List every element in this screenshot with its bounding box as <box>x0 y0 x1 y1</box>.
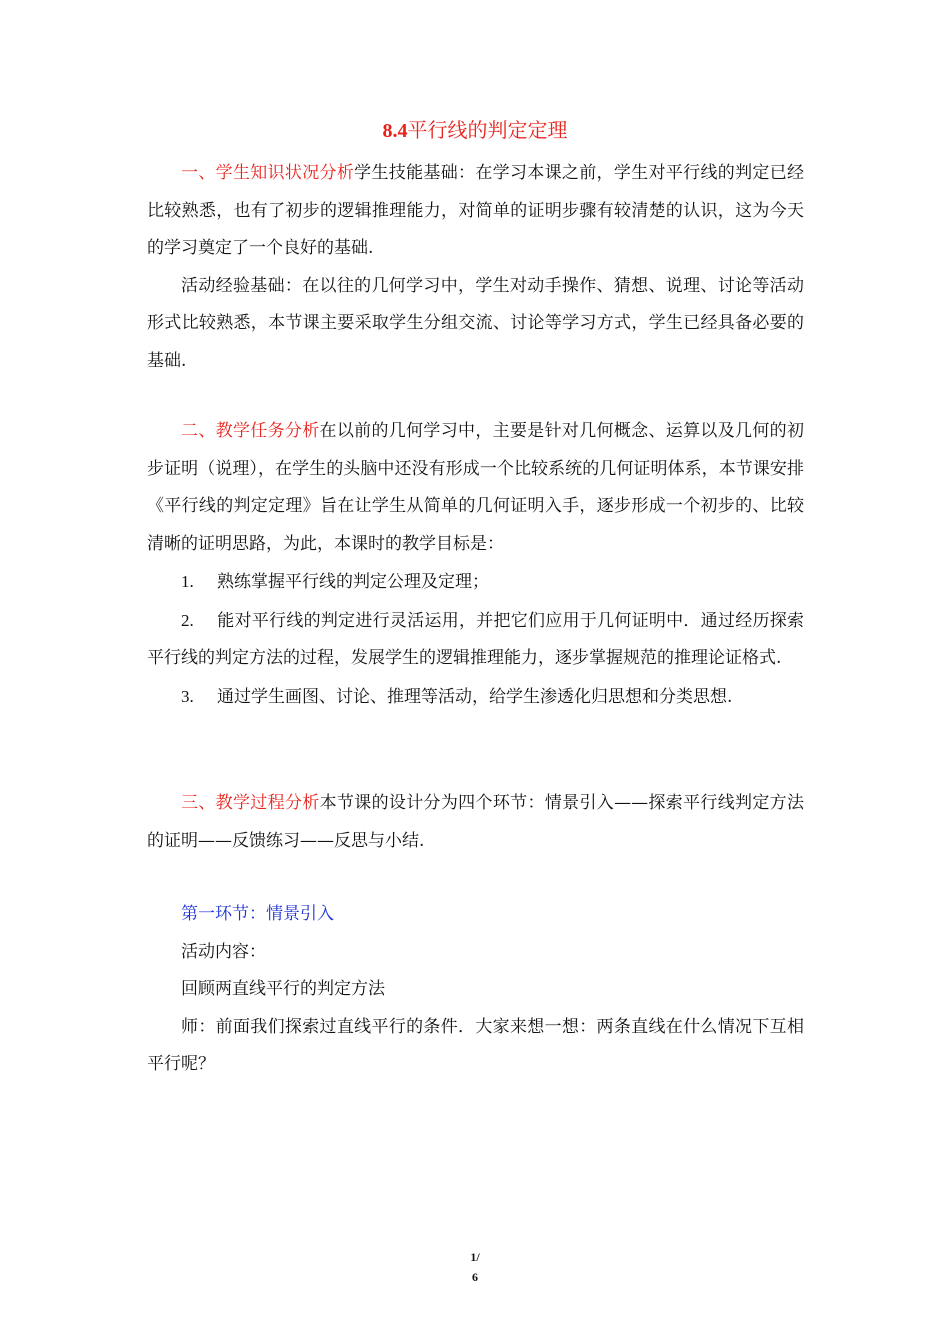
goal-item <box>147 602 804 678</box>
section2-paragraph-1 <box>147 413 804 563</box>
title-text: 平行线的判定定理 <box>407 118 568 142</box>
goal-number: 1. <box>181 572 194 591</box>
stage1-teacher-question: 师：前面我们探索过直线平行的条件．大家来想一想：两条直线在什么情况下互相平行呢？ <box>147 1016 804 1074</box>
section1-paragraph-2 <box>147 268 804 381</box>
goal-number: 2. <box>181 610 194 630</box>
stage1-heading-line <box>147 896 804 934</box>
page-number-current: 1/ <box>470 1250 480 1264</box>
stage1-activity-label: 活动内容： <box>181 941 266 962</box>
goal-text: 通过学生画图、讨论、推理等活动，给学生渗透化归思想和分类思想. <box>217 686 733 707</box>
page-number <box>0 1247 950 1287</box>
page-title <box>0 115 950 146</box>
goal-item <box>147 563 804 602</box>
goal-text: 熟练掌握平行线的判定公理及定理； <box>217 572 489 592</box>
goal-text: 能对平行线的判定进行灵活运用，并把它们应用于几何证明中．通过经历探索平行线的判定方法的过程，发展学生的逻辑推理能力，逐步掌握规范的推理论证格式. <box>147 610 804 668</box>
page-number-total: 6 <box>472 1270 478 1284</box>
stage1-review: 回顾两直线平行的判定方法 <box>181 979 385 999</box>
section2-text-1: 在以前的几何学习中，主要是针对几何概念、运算以及几何的初步证明（说理），在学生的头脑中还没有形成一个比较系统的几何证明体系，本节课安排《平行线的判定定理》旨在让学生从简单的几何证明入手，逐步形成一个初步的、比较清晰的证明思路，为此，本课时的教学目标是： <box>147 421 805 554</box>
section-teaching-process <box>147 785 804 860</box>
section2-heading: 二、教学任务分析 <box>181 421 320 441</box>
section1-paragraph-1 <box>147 155 804 268</box>
section-teaching-task <box>147 413 804 716</box>
section1-heading: 一、学生知识状况分析 <box>181 163 355 183</box>
stage1-heading: 第一环节：情景引入 <box>181 904 334 924</box>
section3-text-1: 本节课的设计分为四个环节：情景引入——探索平行线判定方法的证明——反馈练习——反思与小结. <box>147 793 805 851</box>
section3-heading: 三、教学过程分析 <box>181 793 320 813</box>
section1-text-2: 活动经验基础：在以往的几何学习中，学生对动手操作、猜想、说理、讨论等活动形式比较熟悉，本节课主要采取学生分组交流、讨论等学习方式，学生已经具备必要的基础. <box>147 275 804 371</box>
section3-paragraph-1 <box>147 785 804 860</box>
section-student-knowledge <box>147 155 804 380</box>
goal-item <box>147 678 804 717</box>
section1-text-1: 学生技能基础：在学习本课之前，学生对平行线的判定已经比较熟悉，也有了初步的逻辑推理能力，对简单的证明步骤有较清楚的认识，这为今天的学习奠定了一个良好的基础. <box>147 163 805 258</box>
stage-one <box>147 896 804 1084</box>
goal-number: 3. <box>181 686 194 706</box>
title-number: 8.4 <box>382 120 408 142</box>
